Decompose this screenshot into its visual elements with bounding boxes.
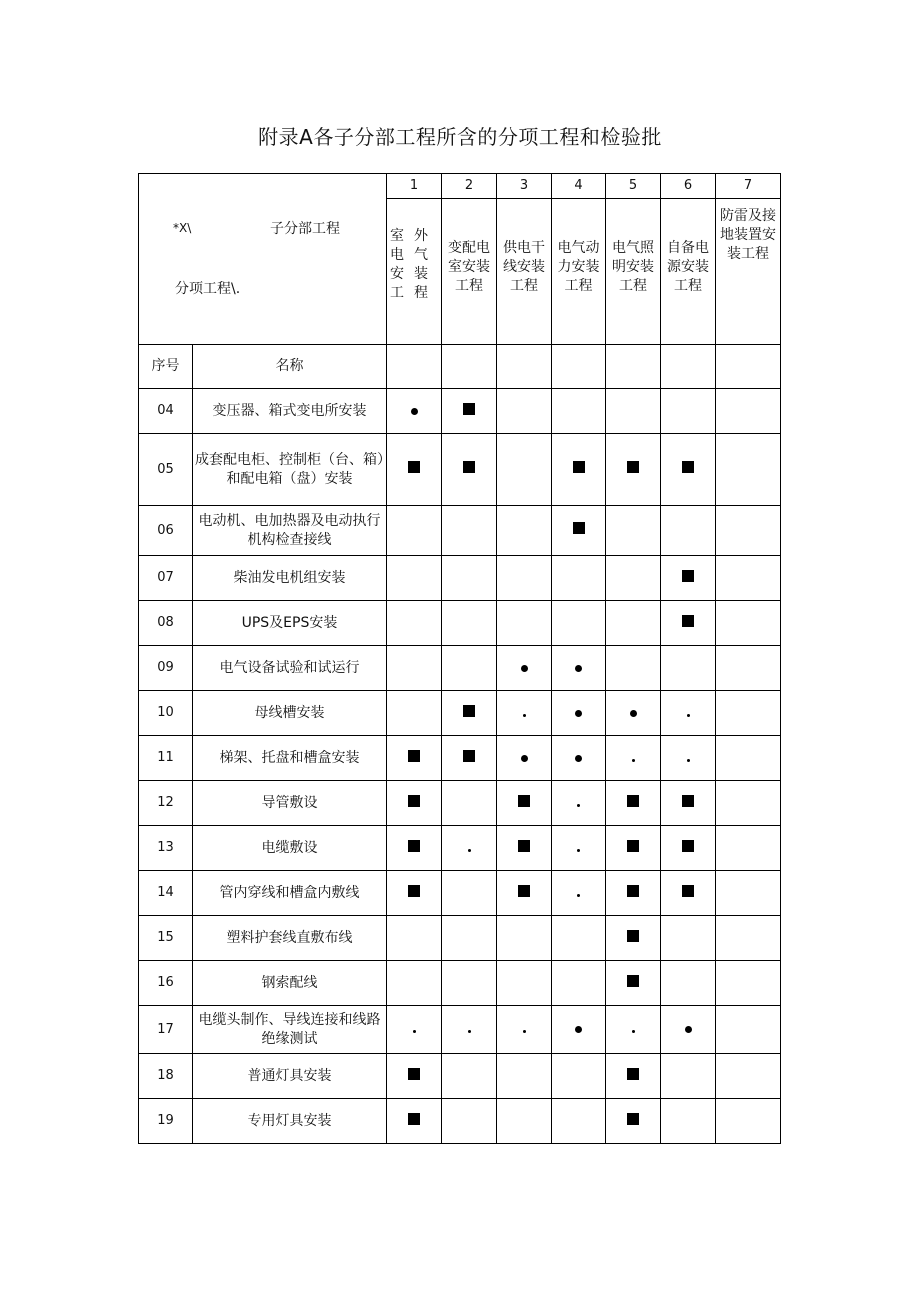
mark-cell: [606, 434, 661, 506]
mark-cell: [606, 781, 661, 826]
square-mark: [408, 750, 420, 762]
table-row: [139, 1099, 781, 1144]
mark-cell: [716, 434, 781, 506]
small-dot-mark: [468, 849, 471, 852]
table-row: [139, 556, 781, 601]
small-dot-mark: [413, 1030, 416, 1033]
empty-cell: [442, 345, 497, 389]
mark-cell: [716, 601, 781, 646]
column-header: [661, 199, 716, 345]
dot-mark: [685, 1026, 692, 1033]
diag-item-label: 分项工程\.: [175, 281, 241, 297]
dot-mark: [575, 710, 582, 717]
mark-cell: [661, 826, 716, 871]
mark-cell: [606, 601, 661, 646]
small-dot-mark: [577, 894, 580, 897]
column-number: 5: [606, 174, 661, 199]
mark-cell: [661, 871, 716, 916]
row-name: 电气设备试验和试运行: [193, 646, 387, 691]
square-mark: [682, 461, 694, 473]
row-name: 导管敷设: [193, 781, 387, 826]
inspection-table: [138, 173, 781, 1144]
mark-cell: [552, 826, 606, 871]
square-mark: [463, 461, 475, 473]
square-mark: [408, 795, 420, 807]
mark-cell: [661, 434, 716, 506]
square-mark: [682, 570, 694, 582]
mark-cell: [497, 646, 552, 691]
small-dot-mark: [468, 1030, 471, 1033]
square-mark: [682, 795, 694, 807]
dot-mark: [575, 665, 582, 672]
row-seq: 18: [139, 1054, 193, 1099]
mark-cell: [442, 691, 497, 736]
mark-cell: [716, 1099, 781, 1144]
table-row: [139, 434, 781, 506]
mark-cell: [497, 961, 552, 1006]
empty-cell: [552, 345, 606, 389]
mark-cell: [661, 736, 716, 781]
square-mark: [627, 840, 639, 852]
mark-cell: [387, 1054, 442, 1099]
mark-cell: [661, 781, 716, 826]
square-mark: [682, 840, 694, 852]
column-header: [387, 199, 442, 345]
mark-cell: [661, 691, 716, 736]
mark-cell: [497, 736, 552, 781]
table-row: [139, 871, 781, 916]
mark-cell: [387, 506, 442, 556]
square-mark: [518, 885, 530, 897]
mark-cell: [606, 871, 661, 916]
mark-cell: [552, 1054, 606, 1099]
mark-cell: [552, 389, 606, 434]
row-seq: 12: [139, 781, 193, 826]
mark-cell: [497, 826, 552, 871]
column-number: 2: [442, 174, 497, 199]
square-mark: [573, 461, 585, 473]
mark-cell: [552, 1099, 606, 1144]
table-row: [139, 781, 781, 826]
mark-cell: [716, 916, 781, 961]
square-mark: [627, 795, 639, 807]
column-number: 3: [497, 174, 552, 199]
square-mark: [627, 1068, 639, 1080]
mark-cell: [442, 1054, 497, 1099]
table-body: [139, 389, 781, 1144]
mark-cell: [442, 736, 497, 781]
mark-cell: [387, 691, 442, 736]
mark-cell: [716, 646, 781, 691]
mark-cell: [552, 556, 606, 601]
mark-cell: [716, 506, 781, 556]
column-number: 6: [661, 174, 716, 199]
mark-cell: [606, 389, 661, 434]
dot-mark: [575, 1026, 582, 1033]
mark-cell: [387, 601, 442, 646]
square-mark: [627, 975, 639, 987]
small-dot-mark: [687, 759, 690, 762]
mark-cell: [552, 434, 606, 506]
row-seq: 11: [139, 736, 193, 781]
mark-cell: [716, 1006, 781, 1054]
page-title: 附录A各子分部工程所含的分项工程和检验批: [258, 125, 662, 149]
mark-cell: [442, 434, 497, 506]
square-mark: [682, 615, 694, 627]
column-header: [442, 199, 497, 345]
dot-mark: [575, 755, 582, 762]
column-header: [716, 199, 781, 345]
mark-cell: [387, 736, 442, 781]
row-seq: 13: [139, 826, 193, 871]
mark-cell: [497, 691, 552, 736]
mark-cell: [387, 961, 442, 1006]
square-mark: [463, 403, 475, 415]
column-label: 防雷及接地装置安装工程: [720, 208, 776, 262]
empty-cell: [497, 345, 552, 389]
row-seq: 16: [139, 961, 193, 1006]
mark-cell: [661, 556, 716, 601]
mark-cell: [606, 1054, 661, 1099]
dot-mark: [521, 665, 528, 672]
small-dot-mark: [523, 1030, 526, 1033]
square-mark: [627, 1113, 639, 1125]
row-name: 钢索配线: [193, 961, 387, 1006]
mark-cell: [497, 434, 552, 506]
row-seq: 05: [139, 434, 193, 506]
empty-cell: [716, 345, 781, 389]
row-seq: 17: [139, 1006, 193, 1054]
mark-cell: [552, 691, 606, 736]
mark-cell: [442, 506, 497, 556]
mark-cell: [716, 691, 781, 736]
row-name: UPS及EPS安装: [193, 601, 387, 646]
square-mark: [682, 885, 694, 897]
column-number: 7: [716, 174, 781, 199]
square-mark: [408, 1113, 420, 1125]
dot-mark: [630, 710, 637, 717]
mark-cell: [442, 646, 497, 691]
mark-cell: [661, 389, 716, 434]
name-header: 名称: [193, 345, 387, 389]
square-mark: [463, 705, 475, 717]
mark-cell: [552, 871, 606, 916]
row-name: 电缆敷设: [193, 826, 387, 871]
mark-cell: [497, 1054, 552, 1099]
mark-cell: [442, 916, 497, 961]
row-name: 专用灯具安装: [193, 1099, 387, 1144]
diag-mark: *X\: [173, 221, 192, 235]
mark-cell: [442, 871, 497, 916]
table-row: [139, 506, 781, 556]
mark-cell: [387, 434, 442, 506]
mark-cell: [606, 646, 661, 691]
mark-cell: [442, 1099, 497, 1144]
mark-cell: [497, 781, 552, 826]
mark-cell: [442, 389, 497, 434]
diag-subdivision-label: 子分部工程: [270, 221, 340, 237]
row-seq: 06: [139, 506, 193, 556]
row-name: 柴油发电机组安装: [193, 556, 387, 601]
mark-cell: [552, 506, 606, 556]
mark-cell: [442, 781, 497, 826]
small-dot-mark: [577, 804, 580, 807]
mark-cell: [387, 1006, 442, 1054]
square-mark: [408, 461, 420, 473]
row-seq: 14: [139, 871, 193, 916]
small-dot-mark: [577, 849, 580, 852]
mark-cell: [661, 1006, 716, 1054]
mark-cell: [497, 601, 552, 646]
mark-cell: [716, 826, 781, 871]
mark-cell: [716, 1054, 781, 1099]
mark-cell: [497, 1099, 552, 1144]
mark-cell: [497, 506, 552, 556]
square-mark: [463, 750, 475, 762]
mark-cell: [552, 1006, 606, 1054]
mark-cell: [661, 646, 716, 691]
mark-cell: [661, 506, 716, 556]
row-seq: 10: [139, 691, 193, 736]
mark-cell: [716, 871, 781, 916]
mark-cell: [716, 556, 781, 601]
column-label: 电气照明安装工程: [612, 240, 654, 294]
column-label: 自备电源安装工程: [667, 240, 709, 294]
row-name: 电动机、电加热器及电动执行机构检查接线: [193, 506, 387, 556]
small-dot-mark: [632, 759, 635, 762]
small-dot-mark: [632, 1030, 635, 1033]
row-seq: 09: [139, 646, 193, 691]
column-label: 供电干线安装工程: [503, 240, 545, 294]
row-name: 普通灯具安装: [193, 1054, 387, 1099]
mark-cell: [606, 1006, 661, 1054]
mark-cell: [606, 1099, 661, 1144]
table-row: [139, 1054, 781, 1099]
square-mark: [627, 885, 639, 897]
square-mark: [408, 840, 420, 852]
mark-cell: [442, 961, 497, 1006]
mark-cell: [552, 781, 606, 826]
mark-cell: [661, 1054, 716, 1099]
square-mark: [518, 840, 530, 852]
column-header: [552, 199, 606, 345]
row-seq: 04: [139, 389, 193, 434]
mark-cell: [387, 826, 442, 871]
square-mark: [518, 795, 530, 807]
mark-cell: [552, 646, 606, 691]
table-row: [139, 1006, 781, 1054]
row-name: 母线槽安装: [193, 691, 387, 736]
row-seq: 19: [139, 1099, 193, 1144]
mark-cell: [387, 646, 442, 691]
square-mark: [408, 885, 420, 897]
column-header: [606, 199, 661, 345]
mark-cell: [552, 916, 606, 961]
mark-cell: [387, 781, 442, 826]
column-label: 室外电气安装工程: [390, 228, 438, 301]
mark-cell: [552, 736, 606, 781]
row-name: 成套配电柜、控制柜（台、箱）和配电箱（盘）安装: [193, 434, 387, 506]
mark-cell: [387, 389, 442, 434]
mark-cell: [716, 781, 781, 826]
table-row: [139, 601, 781, 646]
row-name: 梯架、托盘和槽盒安装: [193, 736, 387, 781]
mark-cell: [606, 556, 661, 601]
mark-cell: [497, 389, 552, 434]
mark-cell: [552, 601, 606, 646]
dot-mark: [521, 755, 528, 762]
mark-cell: [661, 916, 716, 961]
mark-cell: [442, 601, 497, 646]
row-name: 塑料护套线直敷布线: [193, 916, 387, 961]
mark-cell: [606, 916, 661, 961]
column-label: 变配电室安装工程: [448, 240, 490, 294]
row-seq: 15: [139, 916, 193, 961]
mark-cell: [716, 389, 781, 434]
mark-cell: [497, 556, 552, 601]
square-mark: [627, 930, 639, 942]
diagonal-header-cell: [139, 174, 387, 345]
table-row: [139, 691, 781, 736]
small-dot-mark: [687, 714, 690, 717]
row-seq: 08: [139, 601, 193, 646]
dot-mark: [411, 408, 418, 415]
mark-cell: [661, 601, 716, 646]
mark-cell: [387, 871, 442, 916]
square-mark: [573, 522, 585, 534]
table-row: [139, 916, 781, 961]
row-name: 管内穿线和槽盒内敷线: [193, 871, 387, 916]
row-seq: 07: [139, 556, 193, 601]
empty-cell: [606, 345, 661, 389]
empty-cell: [387, 345, 442, 389]
column-label: 电气动力安装工程: [557, 240, 600, 294]
mark-cell: [442, 556, 497, 601]
mark-cell: [442, 1006, 497, 1054]
mark-cell: [661, 961, 716, 1006]
mark-cell: [497, 871, 552, 916]
mark-cell: [606, 691, 661, 736]
column-number: 1: [387, 174, 442, 199]
mark-cell: [606, 506, 661, 556]
mark-cell: [387, 556, 442, 601]
mark-cell: [606, 961, 661, 1006]
mark-cell: [716, 961, 781, 1006]
small-dot-mark: [523, 714, 526, 717]
table-row: [139, 389, 781, 434]
mark-cell: [606, 736, 661, 781]
square-mark: [408, 1068, 420, 1080]
mark-cell: [716, 736, 781, 781]
column-header: [497, 199, 552, 345]
mark-cell: [661, 1099, 716, 1144]
table-row: [139, 646, 781, 691]
row-name: 电缆头制作、导线连接和线路绝缘测试: [193, 1006, 387, 1054]
mark-cell: [552, 961, 606, 1006]
mark-cell: [387, 1099, 442, 1144]
table-row: [139, 736, 781, 781]
mark-cell: [442, 826, 497, 871]
empty-cell: [661, 345, 716, 389]
mark-cell: [497, 916, 552, 961]
row-name: 变压器、箱式变电所安装: [193, 389, 387, 434]
mark-cell: [606, 826, 661, 871]
column-number: 4: [552, 174, 606, 199]
mark-cell: [497, 1006, 552, 1054]
table-row: [139, 826, 781, 871]
square-mark: [627, 461, 639, 473]
mark-cell: [387, 916, 442, 961]
table-row: [139, 961, 781, 1006]
seq-header: 序号: [139, 345, 193, 389]
